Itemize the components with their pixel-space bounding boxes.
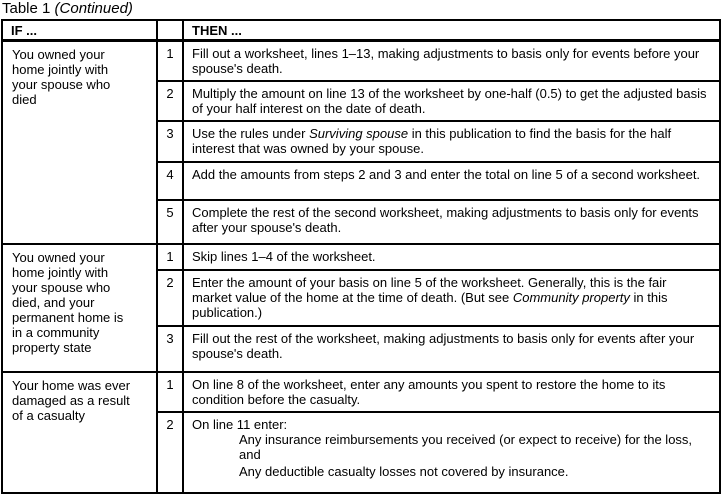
table-body [2,41,720,493]
step-text: Fill out a worksheet, lines 1–13, making adjustments to basis only for events before your spouse's death. [192,46,700,76]
step-number: 2 [157,81,183,121]
step-intro: On line 11 enter: [192,416,288,432]
step-text: Fill out the rest of the worksheet, making adjustments to basis only for events after your spouse's death. [192,330,695,361]
then-cell [183,162,720,200]
then-cell [183,81,720,121]
then-cell [183,244,720,270]
step-text-italic: Surviving spouse [309,125,409,141]
step-number: 4 [157,162,183,200]
step-number: 2 [157,270,183,326]
then-cell [183,270,720,326]
step-number: 5 [157,200,183,244]
step-text: Complete the rest of the second worksheet, making adjustments to basis only for events after your spouse's death. [192,204,699,235]
num-column-header [157,20,183,41]
step-text-italic: Community property [512,289,630,305]
table-title-continued: (Continued) [54,0,133,17]
step-number: 1 [157,372,183,412]
then-cell [183,372,720,412]
step-text: Add the amounts from steps 2 and 3 and enter the total on line 5 of a second worksheet. [192,166,701,182]
then-cell [183,200,720,244]
then-cell [183,326,720,372]
step-number: 3 [157,326,183,372]
if-condition-cell: Your home was ever damaged as a result of a casualty [2,372,157,493]
step-number: 1 [157,41,183,81]
step-text: Use the rules under [192,125,310,141]
step-number: 3 [157,121,183,162]
step-sub-item: Any insurance reimbursements you received (or expect to receive) for the loss, and [239,431,693,462]
step-text: Enter the amount of your basis on line 5 of the worksheet. Generally, this is the fair market value of the home at the time of death. (But see [192,274,667,305]
page-title [0,0,721,17]
step-text: in this publication.) [192,289,668,320]
then-cell [183,121,720,162]
step-text: Skip lines 1–4 of the worksheet. [192,248,376,264]
decision-table [1,19,721,494]
step-text: On line 8 of the worksheet, enter any amounts you spent to restore the home to its condition before the casualty. [192,376,666,407]
step-number: 1 [157,244,183,270]
if-column-header: IF ... [2,20,157,41]
step-text: in this publication to find the basis for the half interest that was owned by your spouse. [192,125,672,156]
step-text: Multiply the amount on line 13 of the worksheet by one-half (0.5) to get the adjusted basis of your half interest on the date of death. [192,85,707,116]
step-sub-item: Any deductible casualty losses not covered by insurance. [239,463,569,479]
table-title-text: Table 1 [2,0,55,17]
then-column-header: THEN ... [183,20,720,41]
table-row [2,41,720,81]
table-row [2,244,720,270]
if-condition-cell: You owned your home jointly with your spouse who died [2,41,157,244]
step-number: 2 [157,412,183,493]
then-cell [183,412,720,493]
table-row [2,372,720,412]
if-condition-cell: You owned your home jointly with your spouse who died, and your permanent home is in a community property state [2,244,157,372]
header-row [2,20,720,41]
then-cell [183,41,720,81]
